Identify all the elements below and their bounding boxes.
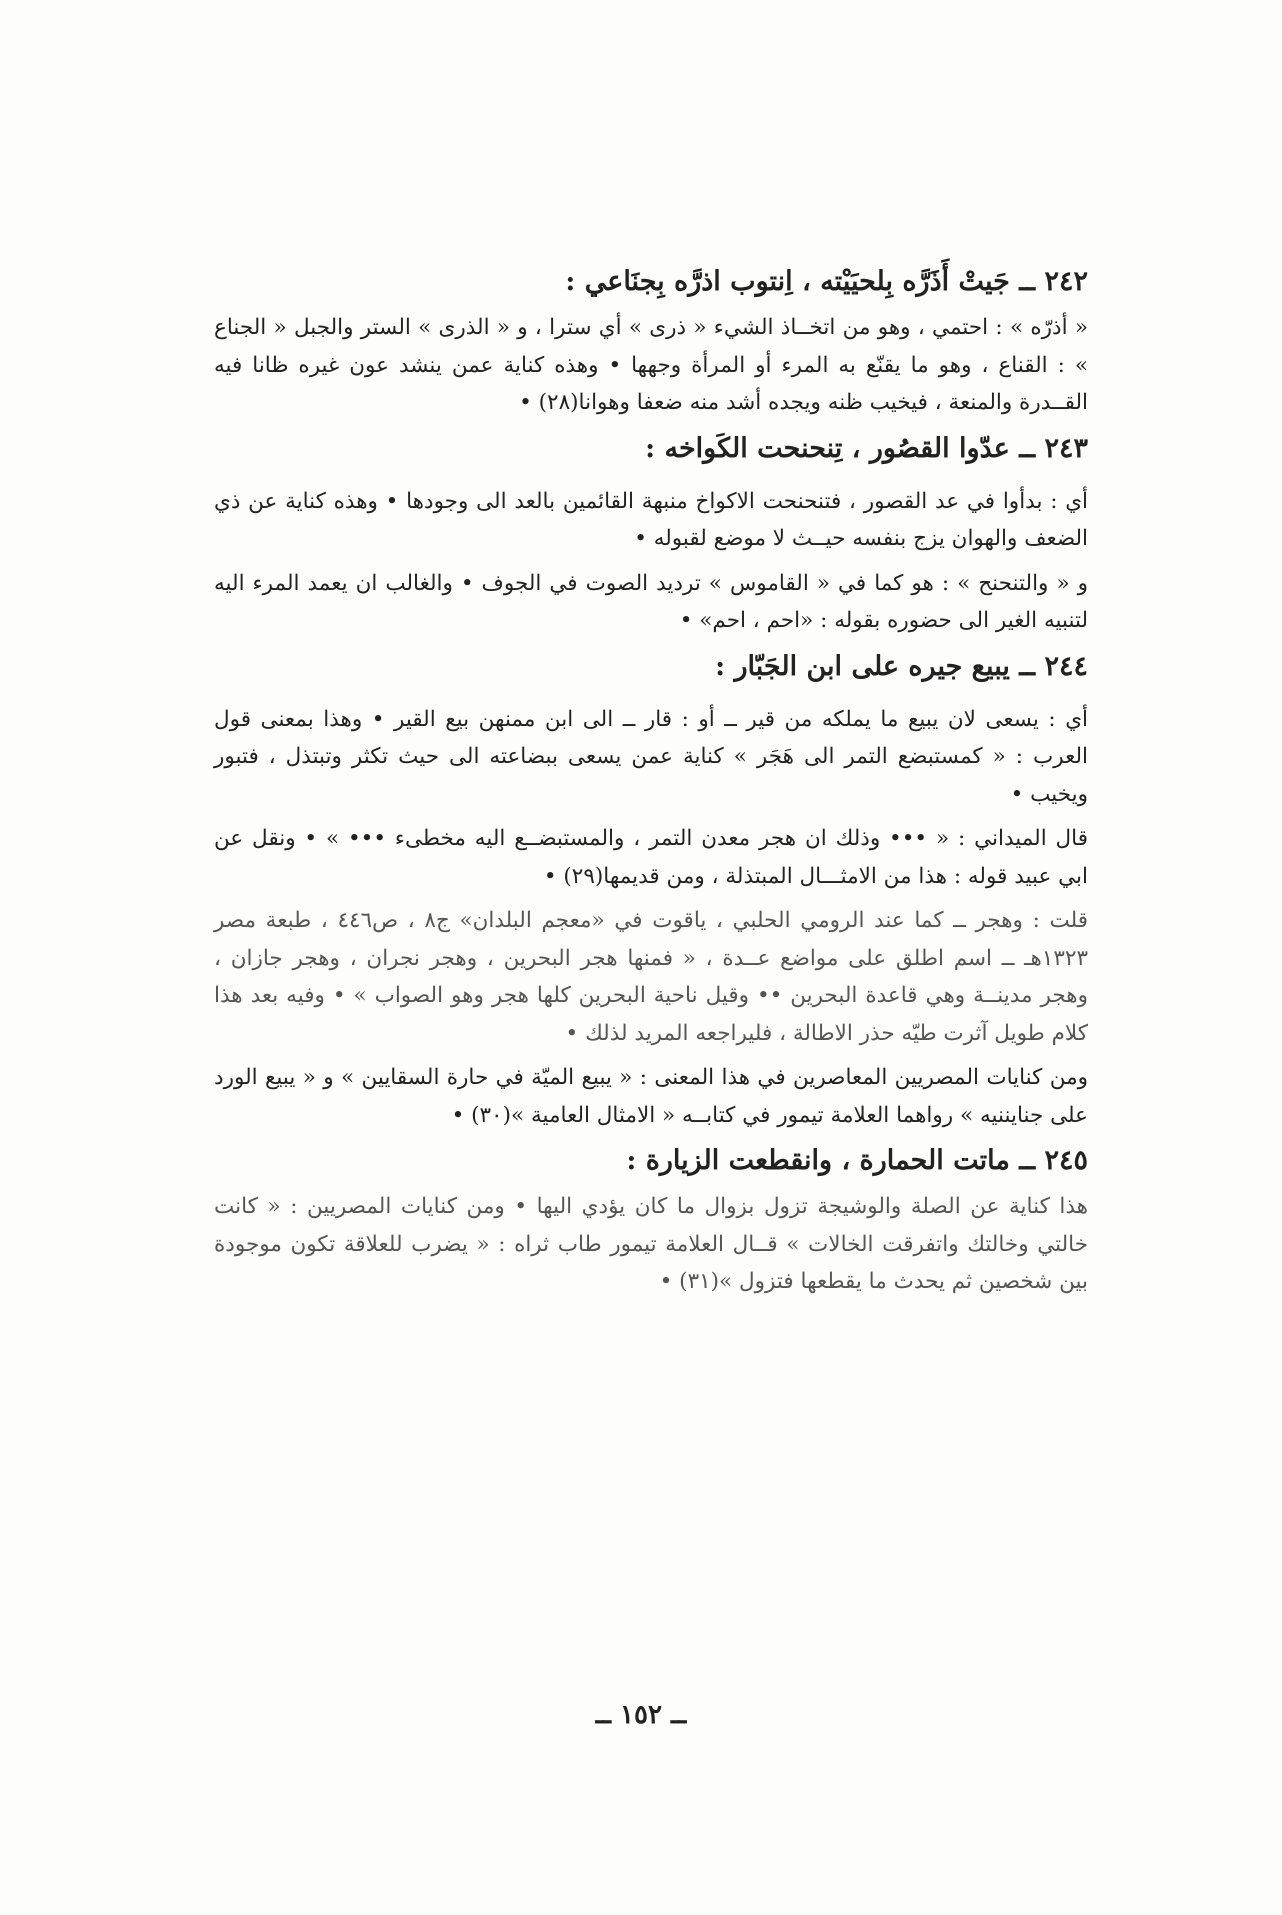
entry-244-paragraph-3: قلت : وهجر ــ كما عند الرومي الحلبي ، ياقوت في «معجم البلدان» ج٨ ، ص٤٤٦ ، طبعة مصر ١٣٢٣هـ ــ اسم اطلق على مواضع عــدة ، « فمنها هجر البحرين ، وهجر نجران ، وهجر جازان ، وهجر مدينــة وهي قاعدة البحرين •• وقيل ناحية البحرين كلها هجر وهو الصواب » • وفيه بعد هذا كلام طويل آثرت طيّه حذر الاطالة ، فليراجعه المريد لذلك • bbox=[214, 908, 1089, 1046]
page-number: ــ ١٥٢ ــ bbox=[595, 1700, 687, 1730]
page-text-block bbox=[214, 262, 1088, 1301]
entry-heading-242: ٢٤٢ ــ جَيتْ أَذَرَّه بِلحيَيْته ، اِنتوب اذرَّه بِجنَاعي : bbox=[565, 266, 1088, 297]
entry-heading-245: ٢٤٥ ــ ماتت الحمارة ، وانقطعت الزيارة : bbox=[626, 1145, 1088, 1176]
entry-245-paragraph-1: هذا كناية عن الصلة والوشيجة تزول بزوال ما كان يؤدي اليها • ومن كنايات المصريين : « كانت خالتي وخالتك واتفرقت الخالات » قــال العلامة تيمور طاب ثراه : « يضرب للعلاقة تكون موجودة بين شخصين ثم يحدث ما يقطعها فتزول »(٣١) • bbox=[214, 1194, 1088, 1294]
entry-242-paragraph-1: « أذرّه » : احتمي ، وهو من اتخــاذ الشيء « ذرى » أي سترا ، و « الذرى » الستر والجبل « الجناع » : القناع ، وهو ما يقنّع به المرء أو المرأة وجهها • وهذه كناية عمن ينشد عون غيره ظانا فيه القــدرة والمنعة ، فيخيب ظنه ويجده أشد منه ضعفا وهوانا(٢٨) • bbox=[214, 315, 1088, 415]
entry-243-paragraph-1: أي : بدأوا في عد القصور ، فتنحنحت الاكواخ منبهة القائمين بالعد الى وجودها • وهذه كناية عن ذي الضعف والهوان يزج بنفسه حيــث لا موضع لقبوله • bbox=[214, 488, 1088, 551]
entry-244-paragraph-2: قال الميداني : « ••• وذلك ان هجر معدن التمر ، والمستبضــع اليه مخطىء ••• » • ونقل عن ابي عبيد قوله : هذا من الامثـــال المبتذلة ، ومن قديمها(٢٩) • bbox=[214, 826, 1088, 889]
entry-243-paragraph-2: و « والتنحنح » : هو كما في « القاموس » ترديد الصوت في الجوف • والغالب ان يعمد المرء اليه لتنبيه الغير الى حضوره بقوله : «احم ، احم» • bbox=[214, 570, 1088, 633]
entry-244-paragraph-4: ومن كنايات المصريين المعاصرين في هذا المعنى : « يبيع الميّة في حارة السقايين » و « يبيع الورد على جنايننيه » رواهما العلامة تيمور في كتابــه « الامثال العامية »(٣٠) • bbox=[214, 1065, 1088, 1128]
entry-heading-244: ٢٤٤ ــ يبيع جيره على ابن الجَبّار : bbox=[715, 650, 1088, 682]
entry-244-paragraph-1: أي : يسعى لان يبيع ما يملكه من قير ــ أو : قار ــ الى ابن ممنهن بيع القير • وهذا بمعنى قول العرب : « كمستبضع التمر الى هَجَر » كناية عمن يسعى ببضاعته الى حيث تكثر وتبتذل ، فتبور ويخيب • bbox=[214, 706, 1088, 807]
entry-heading-243: ٢٤٣ ــ عدّوا القصُور ، تِنحنحت الكَواخه : bbox=[645, 432, 1088, 464]
